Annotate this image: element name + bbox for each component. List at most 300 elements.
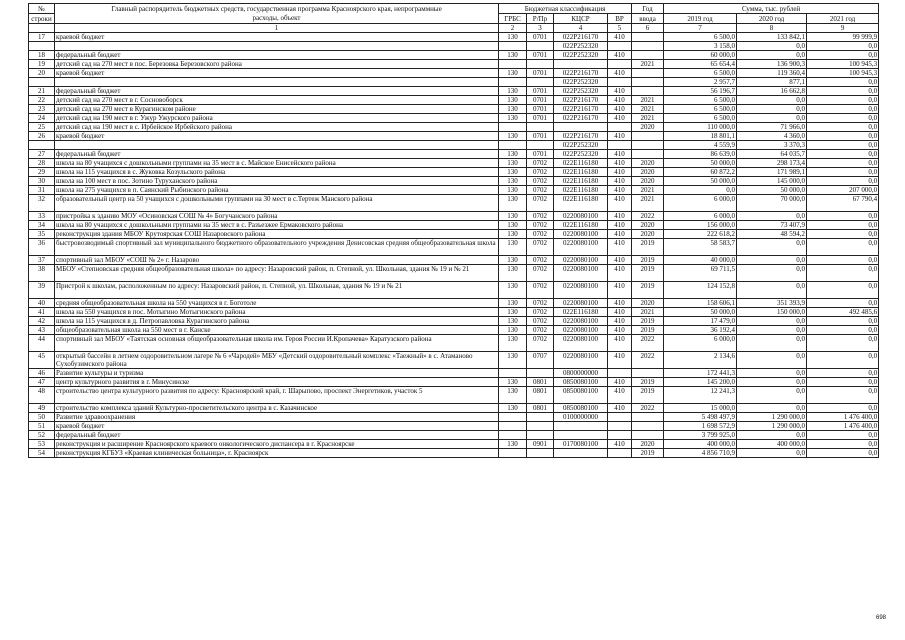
sum-2019-cell: 1 698 572,9 <box>664 422 737 431</box>
rpr-cell: 0702 <box>527 326 554 335</box>
year-cell: 2020 <box>632 123 664 132</box>
grbs-cell: 130 <box>499 186 527 195</box>
sum-2021-cell: 492 485,6 <box>807 308 879 317</box>
vr-cell: 410 <box>608 308 632 317</box>
kcsr-cell: 0220080100 <box>554 282 608 299</box>
year-cell: 2020 <box>632 159 664 168</box>
grbs-cell: 130 <box>499 114 527 123</box>
vr-cell <box>608 60 632 69</box>
sum-2019-cell: 17 479,0 <box>664 317 737 326</box>
sum-2020-cell: 133 842,1 <box>737 33 807 42</box>
year-cell: 2019 <box>632 449 664 458</box>
grbs-cell: 130 <box>499 239 527 256</box>
table-row <box>29 440 879 449</box>
sum-2019-cell: 65 654,4 <box>664 60 737 69</box>
sum-2019-cell: 6 000,0 <box>664 212 737 221</box>
sum-2019-cell: 0,0 <box>664 186 737 195</box>
rpr-cell <box>527 431 554 440</box>
header-name-line1: Главный распорядитель бюджетных средств, государственная программа Красноярского края, непрограммные <box>111 4 442 13</box>
vr-cell: 410 <box>608 378 632 387</box>
year-cell <box>632 141 664 150</box>
grbs-cell: 130 <box>499 132 527 141</box>
sum-2020-cell: 0,0 <box>737 265 807 282</box>
row-number: 35 <box>29 230 55 239</box>
table-row <box>29 422 879 431</box>
sum-2021-cell: 0,0 <box>807 114 879 123</box>
sum-2021-cell: 0,0 <box>807 404 879 413</box>
year-cell: 2019 <box>632 317 664 326</box>
kcsr-cell: 022E116180 <box>554 195 608 212</box>
table-row <box>29 69 879 78</box>
rpr-cell <box>527 123 554 132</box>
row-name: федеральный бюджет <box>55 431 499 440</box>
kcsr-cell: 022E116180 <box>554 308 608 317</box>
sum-2021-cell: 0,0 <box>807 141 879 150</box>
sum-2019-cell: 60 000,0 <box>664 51 737 60</box>
vr-cell: 410 <box>608 387 632 404</box>
header-rpr: Р/Пр <box>527 14 554 24</box>
kcsr-cell: 0220080100 <box>554 239 608 256</box>
rpr-cell <box>527 422 554 431</box>
sum-2019-cell: 58 583,7 <box>664 239 737 256</box>
rpr-cell: 0702 <box>527 317 554 326</box>
grbs-cell <box>499 42 527 51</box>
rpr-cell: 0707 <box>527 352 554 369</box>
kcsr-cell <box>554 123 608 132</box>
row-name: федеральный бюджет <box>55 150 499 159</box>
colnum: 6 <box>632 24 664 33</box>
sum-2021-cell: 100 945,3 <box>807 60 879 69</box>
sum-2019-cell: 36 192,4 <box>664 326 737 335</box>
rpr-cell: 0702 <box>527 230 554 239</box>
table-row <box>29 431 879 440</box>
header-2020: 2020 год <box>737 14 807 24</box>
table-row <box>29 212 879 221</box>
row-name: центр культурного развития в г. Минусинске <box>55 378 499 387</box>
vr-cell <box>608 369 632 378</box>
row-name: Развитие культуры и туризма <box>55 369 499 378</box>
sum-2020-cell: 145 000,0 <box>737 177 807 186</box>
kcsr-cell: 0220080100 <box>554 317 608 326</box>
colnum: 4 <box>554 24 608 33</box>
kcsr-cell: 022E116180 <box>554 159 608 168</box>
vr-cell <box>608 141 632 150</box>
rpr-cell: 0701 <box>527 69 554 78</box>
row-name: Пристрой к школам, расположенным по адресу: Назаровский район, п. Степной, ул. Школьная, здания № 19 и № 21 <box>55 282 499 299</box>
table-row <box>29 87 879 96</box>
sum-2019-cell: 18 801,1 <box>664 132 737 141</box>
row-name: открытый бассейн в летнем оздоровительном лагере № 6 «Чародей» МБУ «Детский оздоровительный комплекс «Таежный» в с. Атаманово Сухобузимского района <box>55 352 499 369</box>
row-number: 32 <box>29 195 55 212</box>
vr-cell: 410 <box>608 404 632 413</box>
table-row <box>29 404 879 413</box>
year-cell: 2022 <box>632 335 664 352</box>
table-row <box>29 369 879 378</box>
rpr-cell: 0702 <box>527 195 554 212</box>
colnum <box>29 24 55 33</box>
table-row <box>29 317 879 326</box>
year-cell: 2021 <box>632 186 664 195</box>
sum-2019-cell: 12 241,3 <box>664 387 737 404</box>
kcsr-cell: 022P216170 <box>554 69 608 78</box>
rpr-cell: 0901 <box>527 440 554 449</box>
table-row <box>29 265 879 282</box>
table-row <box>29 387 879 404</box>
rpr-cell <box>527 141 554 150</box>
year-cell <box>632 132 664 141</box>
table-header <box>29 4 879 33</box>
grbs-cell: 130 <box>499 308 527 317</box>
sum-2019-cell: 60 872,2 <box>664 168 737 177</box>
sum-2020-cell: 73 407,9 <box>737 221 807 230</box>
year-cell <box>632 87 664 96</box>
vr-cell <box>608 422 632 431</box>
year-cell <box>632 431 664 440</box>
kcsr-cell: 022P216170 <box>554 96 608 105</box>
sum-2021-cell: 1 476 400,0 <box>807 413 879 422</box>
kcsr-cell: 0850080100 <box>554 387 608 404</box>
table-row <box>29 335 879 352</box>
year-cell: 2022 <box>632 404 664 413</box>
row-number <box>29 78 55 87</box>
rpr-cell: 0702 <box>527 212 554 221</box>
sum-2020-cell: 0,0 <box>737 212 807 221</box>
grbs-cell: 130 <box>499 150 527 159</box>
vr-cell: 410 <box>608 239 632 256</box>
kcsr-cell: 022P252320 <box>554 150 608 159</box>
sum-2019-cell: 6 500,0 <box>664 69 737 78</box>
grbs-cell: 130 <box>499 87 527 96</box>
header-year: Год <box>632 4 664 14</box>
colnum: 1 <box>55 24 499 33</box>
row-name <box>55 78 499 87</box>
sum-2021-cell: 0,0 <box>807 431 879 440</box>
kcsr-cell: 0100000000 <box>554 413 608 422</box>
row-name: средняя общеобразовательная школа на 550 учащихся в г. Боготоле <box>55 299 499 308</box>
grbs-cell: 130 <box>499 299 527 308</box>
rpr-cell <box>527 78 554 87</box>
row-number <box>29 141 55 150</box>
sum-2020-cell: 48 594,2 <box>737 230 807 239</box>
row-number: 49 <box>29 404 55 413</box>
grbs-cell: 130 <box>499 168 527 177</box>
sum-2021-cell: 0,0 <box>807 177 879 186</box>
sum-2021-cell: 0,0 <box>807 78 879 87</box>
page-number: 698 <box>876 615 887 621</box>
row-name: строительство центра культурного развития по адресу: Красноярский край, г. Шарыпово, проспект Энергетиков, участок 5 <box>55 387 499 404</box>
header-num: № <box>29 4 55 14</box>
kcsr-cell: 022P216170 <box>554 132 608 141</box>
vr-cell: 410 <box>608 212 632 221</box>
grbs-cell: 130 <box>499 282 527 299</box>
vr-cell: 410 <box>608 186 632 195</box>
rpr-cell: 0701 <box>527 33 554 42</box>
row-name <box>55 141 499 150</box>
kcsr-cell: 0220080100 <box>554 299 608 308</box>
sum-2021-cell: 0,0 <box>807 239 879 256</box>
sum-2021-cell: 0,0 <box>807 105 879 114</box>
budget-table-sheet <box>28 3 878 458</box>
table-row <box>29 326 879 335</box>
sum-2019-cell: 110 000,0 <box>664 123 737 132</box>
sum-2020-cell: 71 966,0 <box>737 123 807 132</box>
row-name: спортивный зал МБОУ «Таятская основная общеобразовательная школа им. Героя России И.Кропачева» Каратузского района <box>55 335 499 352</box>
rpr-cell: 0701 <box>527 114 554 123</box>
grbs-cell: 130 <box>499 440 527 449</box>
row-number: 31 <box>29 186 55 195</box>
sum-2019-cell: 40 000,0 <box>664 256 737 265</box>
sum-2019-cell: 6 000,0 <box>664 335 737 352</box>
kcsr-cell <box>554 422 608 431</box>
grbs-cell: 130 <box>499 159 527 168</box>
sum-2020-cell: 0,0 <box>737 335 807 352</box>
table-row <box>29 299 879 308</box>
grbs-cell <box>499 449 527 458</box>
colnum: 5 <box>608 24 632 33</box>
grbs-cell: 130 <box>499 51 527 60</box>
row-name: федеральный бюджет <box>55 87 499 96</box>
row-name: детский сад на 270 мест в Курагинском районе <box>55 105 499 114</box>
table-row <box>29 60 879 69</box>
row-name: краевой бюджет <box>55 422 499 431</box>
sum-2020-cell: 3 370,3 <box>737 141 807 150</box>
year-cell: 2019 <box>632 265 664 282</box>
row-name: Развитие здравоохранения <box>55 413 499 422</box>
sum-2020-cell: 16 662,8 <box>737 87 807 96</box>
table-row <box>29 230 879 239</box>
sum-2021-cell: 0,0 <box>807 168 879 177</box>
header-column-numbers <box>29 24 879 33</box>
sum-2019-cell: 5 498 497,9 <box>664 413 737 422</box>
grbs-cell: 130 <box>499 404 527 413</box>
rpr-cell <box>527 42 554 51</box>
sum-2021-cell: 99 999,9 <box>807 33 879 42</box>
year-cell: 2021 <box>632 105 664 114</box>
sum-2020-cell: 171 989,1 <box>737 168 807 177</box>
vr-cell: 410 <box>608 326 632 335</box>
vr-cell <box>608 123 632 132</box>
sum-2020-cell: 0,0 <box>737 431 807 440</box>
sum-2021-cell: 0,0 <box>807 87 879 96</box>
grbs-cell <box>499 422 527 431</box>
row-number: 23 <box>29 105 55 114</box>
row-name: спортивный зал МБОУ «СОШ № 2» г. Назарово <box>55 256 499 265</box>
sum-2019-cell: 50 000,0 <box>664 159 737 168</box>
rpr-cell: 0702 <box>527 177 554 186</box>
vr-cell: 410 <box>608 105 632 114</box>
kcsr-cell: 0220080100 <box>554 230 608 239</box>
vr-cell: 410 <box>608 96 632 105</box>
table-row <box>29 352 879 369</box>
sum-2020-cell: 0,0 <box>737 378 807 387</box>
row-number: 30 <box>29 177 55 186</box>
sum-2019-cell: 50 000,0 <box>664 177 737 186</box>
year-cell: 2019 <box>632 239 664 256</box>
vr-cell: 410 <box>608 150 632 159</box>
row-name: краевой бюджет <box>55 69 499 78</box>
row-number: 46 <box>29 369 55 378</box>
grbs-cell <box>499 123 527 132</box>
sum-2021-cell: 0,0 <box>807 221 879 230</box>
row-name: детский сад на 190 мест в с. Ирбейское Ирбейского района <box>55 123 499 132</box>
row-number: 24 <box>29 114 55 123</box>
grbs-cell: 130 <box>499 256 527 265</box>
colnum: 9 <box>807 24 879 33</box>
kcsr-cell: 022E116180 <box>554 221 608 230</box>
row-number: 26 <box>29 132 55 141</box>
row-number: 28 <box>29 159 55 168</box>
vr-cell: 410 <box>608 299 632 308</box>
sum-2021-cell: 0,0 <box>807 317 879 326</box>
colnum: 2 <box>499 24 527 33</box>
table-row <box>29 114 879 123</box>
rpr-cell: 0702 <box>527 282 554 299</box>
row-name: школа на 275 учащихся в п. Саянский Рыбинского района <box>55 186 499 195</box>
grbs-cell: 130 <box>499 105 527 114</box>
row-name: школа на 115 учащихся в д. Петропавловка Курагинского района <box>55 317 499 326</box>
row-name: детский сад на 270 мест в г. Сосновоборск <box>55 96 499 105</box>
vr-cell: 410 <box>608 33 632 42</box>
row-name: детский сад на 190 мест в г. Ужур Ужурского района <box>55 114 499 123</box>
sum-2020-cell: 0,0 <box>737 239 807 256</box>
grbs-cell <box>499 369 527 378</box>
grbs-cell <box>499 413 527 422</box>
table-row <box>29 168 879 177</box>
sum-2020-cell: 4 360,0 <box>737 132 807 141</box>
grbs-cell: 130 <box>499 69 527 78</box>
colnum: 3 <box>527 24 554 33</box>
rpr-cell: 0701 <box>527 150 554 159</box>
table-body <box>29 33 879 458</box>
vr-cell: 410 <box>608 69 632 78</box>
rpr-cell: 0702 <box>527 239 554 256</box>
sum-2020-cell: 0,0 <box>737 42 807 51</box>
row-name: реконструкция здания МБОУ Крутоярская СОШ Назаровского района <box>55 230 499 239</box>
sum-2021-cell: 0,0 <box>807 449 879 458</box>
sum-2019-cell: 3 158,0 <box>664 42 737 51</box>
table-row <box>29 78 879 87</box>
kcsr-cell: 022P252320 <box>554 51 608 60</box>
vr-cell: 410 <box>608 168 632 177</box>
rpr-cell: 0701 <box>527 105 554 114</box>
row-name: краевой бюджет <box>55 132 499 141</box>
grbs-cell: 130 <box>499 378 527 387</box>
sum-2021-cell: 0,0 <box>807 440 879 449</box>
rpr-cell: 0701 <box>527 132 554 141</box>
grbs-cell: 130 <box>499 212 527 221</box>
year-cell: 2019 <box>632 378 664 387</box>
row-name: быстровозводимый спортивный зал муниципального бюджетного образовательного учреждения Денисовская средняя общеобразовательная школа <box>55 239 499 256</box>
kcsr-cell: 0220080100 <box>554 326 608 335</box>
kcsr-cell: 022P252320 <box>554 42 608 51</box>
table-row <box>29 413 879 422</box>
vr-cell: 410 <box>608 195 632 212</box>
sum-2019-cell: 86 639,0 <box>664 150 737 159</box>
row-number: 37 <box>29 256 55 265</box>
kcsr-cell: 0220080100 <box>554 256 608 265</box>
sum-2021-cell: 67 790,4 <box>807 195 879 212</box>
year-cell <box>632 369 664 378</box>
sum-2019-cell: 172 441,3 <box>664 369 737 378</box>
rpr-cell: 0701 <box>527 51 554 60</box>
sum-2019-cell: 6 500,0 <box>664 96 737 105</box>
budget-table <box>28 3 879 458</box>
table-row <box>29 123 879 132</box>
sum-2020-cell: 1 290 000,0 <box>737 413 807 422</box>
row-number: 42 <box>29 317 55 326</box>
sum-2021-cell: 0,0 <box>807 265 879 282</box>
vr-cell: 410 <box>608 282 632 299</box>
sum-2020-cell: 0,0 <box>737 449 807 458</box>
vr-cell: 410 <box>608 265 632 282</box>
kcsr-cell: 0850080100 <box>554 404 608 413</box>
sum-2021-cell: 0,0 <box>807 378 879 387</box>
sum-2019-cell: 6 500,0 <box>664 105 737 114</box>
rpr-cell <box>527 60 554 69</box>
vr-cell: 410 <box>608 256 632 265</box>
header-kcsr: КЦСР <box>554 14 608 24</box>
year-cell: 2019 <box>632 256 664 265</box>
kcsr-cell: 0220080100 <box>554 352 608 369</box>
sum-2020-cell: 0,0 <box>737 114 807 123</box>
row-number: 51 <box>29 422 55 431</box>
sum-2021-cell: 0,0 <box>807 352 879 369</box>
sum-2019-cell: 50 000,0 <box>664 308 737 317</box>
table-row <box>29 141 879 150</box>
header-sum: Сумма, тыс. рублей <box>664 4 879 14</box>
row-number: 36 <box>29 239 55 256</box>
row-name: краевой бюджет <box>55 33 499 42</box>
header-name <box>55 4 499 24</box>
header-2019: 2019 год <box>664 14 737 24</box>
vr-cell: 410 <box>608 335 632 352</box>
year-cell: 2022 <box>632 352 664 369</box>
sum-2021-cell: 0,0 <box>807 282 879 299</box>
year-cell: 2020 <box>632 230 664 239</box>
vr-cell <box>608 413 632 422</box>
rpr-cell <box>527 449 554 458</box>
year-cell: 2021 <box>632 308 664 317</box>
table-row <box>29 159 879 168</box>
year-cell <box>632 78 664 87</box>
header-year-input: ввода <box>632 14 664 24</box>
sum-2021-cell: 0,0 <box>807 150 879 159</box>
row-name: детский сад на 270 мест в пос. Березовка Березовского района <box>55 60 499 69</box>
year-cell: 2020 <box>632 177 664 186</box>
row-name: школа на 80 учащихся с дошкольными группами на 35 мест в с. Майское Енисейского района <box>55 159 499 168</box>
sum-2019-cell: 15 000,0 <box>664 404 737 413</box>
row-name: федеральный бюджет <box>55 51 499 60</box>
year-cell <box>632 69 664 78</box>
sum-2019-cell: 6 500,0 <box>664 114 737 123</box>
row-number: 48 <box>29 387 55 404</box>
sum-2020-cell: 351 393,9 <box>737 299 807 308</box>
rpr-cell: 0702 <box>527 186 554 195</box>
row-name: пристройка к зданию МОУ «Осиновская СОШ № 4» Богучанского района <box>55 212 499 221</box>
table-row <box>29 132 879 141</box>
sum-2021-cell: 207 000,0 <box>807 186 879 195</box>
year-cell: 2020 <box>632 299 664 308</box>
grbs-cell: 130 <box>499 33 527 42</box>
rpr-cell: 0702 <box>527 299 554 308</box>
vr-cell: 410 <box>608 51 632 60</box>
row-name: МБОУ «Степновская средняя общеобразовательная школа» по адресу: Назаровский район, п. Степной, ул. Школьная, здания № 19 и № 21 <box>55 265 499 282</box>
vr-cell: 410 <box>608 132 632 141</box>
table-row <box>29 96 879 105</box>
row-number: 52 <box>29 431 55 440</box>
vr-cell <box>608 42 632 51</box>
header-budget-class: Бюджетная классификация <box>499 4 632 14</box>
